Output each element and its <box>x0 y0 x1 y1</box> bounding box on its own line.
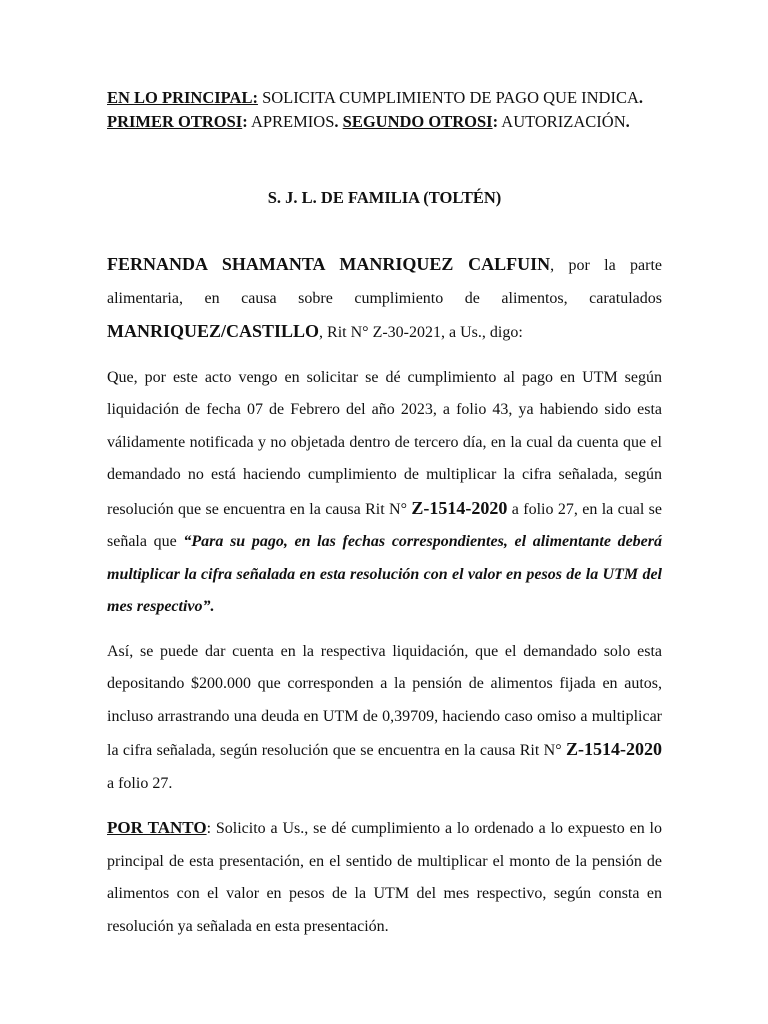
primer-otrosi-period: . <box>334 112 343 131</box>
intro-paragraph <box>107 248 662 350</box>
body2-rit-number: Z-1514-2020 <box>566 739 662 759</box>
body1-text-2: a folio 27, en la cual se señala que <box>107 500 663 550</box>
en-lo-principal-label: EN LO PRINCIPAL: <box>107 88 258 107</box>
document-page <box>107 86 662 943</box>
intro-text-2: , Rit N° Z-30-2021, a Us., digo: <box>319 324 523 341</box>
court-title: S. J. L. DE FAMILIA (TOLTÉN) <box>267 188 502 207</box>
body-paragraph-1 <box>107 362 662 624</box>
body2-text-1: Así, se puede dar cuenta en la respectiva liquidación, que el demandado solo esta depositando $200.000 que corresponden a la pensión de alimentos fijada en autos, incluso arrastrando una deuda en UTM de 0,39709, haciendo caso omiso a multiplicar la cifra señalada, según resolución que se encuentra en la causa Rit N° <box>107 642 662 759</box>
body-paragraph-3 <box>107 812 662 943</box>
case-caption: MANRIQUEZ/CASTILLO <box>107 321 320 341</box>
en-lo-principal-text: SOLICITA CUMPLIMIENTO DE PAGO QUE INDICA <box>257 88 639 107</box>
body2-text-2: a folio 27. <box>107 774 173 792</box>
primer-otrosi-text: APREMIOS <box>247 112 335 131</box>
primer-otrosi-colon: : <box>242 112 248 131</box>
heading-line2-period: . <box>625 112 630 131</box>
heading-principal <box>107 86 662 110</box>
por-tanto-text: : Solicito a Us., se dé cumplimiento a lo ordenado a lo expuesto en lo principal de esta presentación, en el sentido de multiplicar el monto de la pensión de alimentos con el valor en pesos de la UTM del mes respectivo, según consta en resolución ya señalada en esta presentación. <box>107 820 662 935</box>
resolution-quote: “Para su pago, en las fechas correspondientes, el alimentante deberá multiplicar la cifra señalada en esta resolución con el valor en pesos de la UTM del mes respectivo”. <box>107 533 663 615</box>
petitioner-name: FERNANDA SHAMANTA MANRIQUEZ CALFUIN <box>107 254 551 274</box>
segundo-otrosi-colon: : <box>492 112 499 131</box>
intro-text-1: , por la parte alimentaria, en causa sobre cumplimiento de alimentos, caratulados <box>107 257 663 307</box>
heading-otrosi <box>107 110 662 134</box>
body1-text-1: Que, por este acto vengo en solicitar se dé cumplimiento al pago en UTM según liquidación de fecha 07 de Febrero del año 2023, a folio 43, ya habiendo sido esta válidamente notificada y no objetada dentro de tercero día, en la cual da cuenta que el demandado no está haciendo cumplimiento de multiplicar la cifra señalada, según resolución que se encuentra en la causa Rit N° <box>107 368 662 518</box>
heading-line1-period: . <box>638 88 644 107</box>
body1-rit-number: Z-1514-2020 <box>411 497 508 518</box>
segundo-otrosi-text: AUTORIZACIÓN <box>498 112 626 131</box>
primer-otrosi-label: PRIMER OTROSI <box>107 112 243 131</box>
body-paragraph-2 <box>107 636 662 801</box>
por-tanto-label: POR TANTO <box>107 818 207 837</box>
segundo-otrosi-label: SEGUNDO OTROSI <box>342 112 493 131</box>
